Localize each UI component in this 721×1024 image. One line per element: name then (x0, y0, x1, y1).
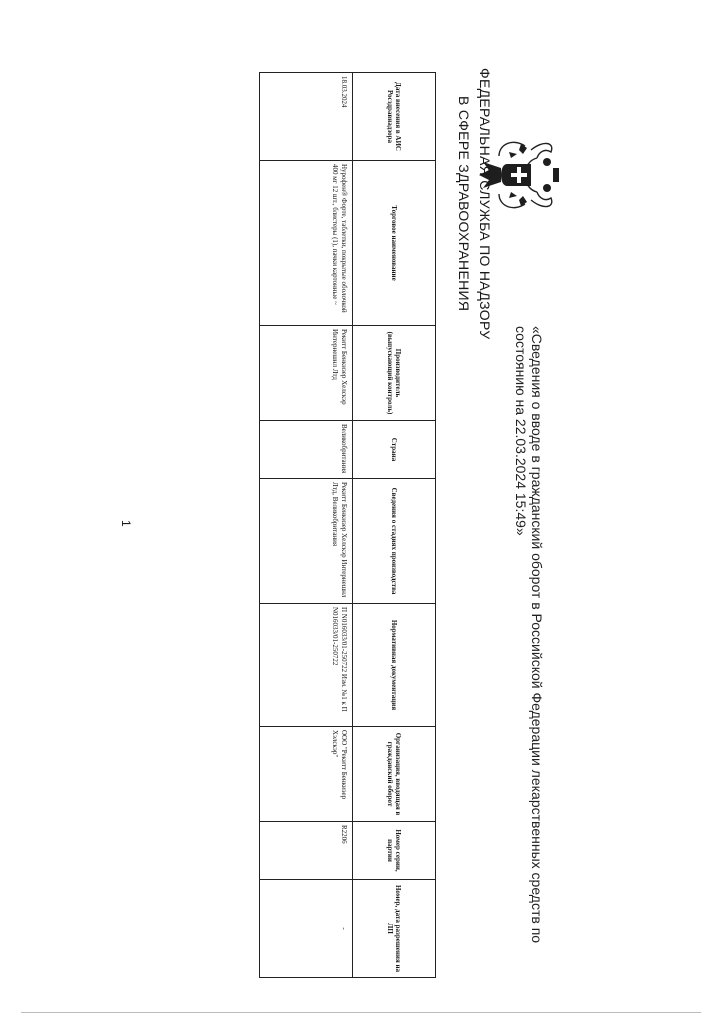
header-permit: Номер, дата разрешения на ЛП (353, 880, 436, 978)
org-name-line-1: ФЕДЕРАЛЬНАЯ СЛУЖБА ПО НАДЗОРУ (477, 68, 493, 340)
header-date: Дата внесения в АИС Росздравнадзора (353, 73, 436, 161)
cell-batch-number: R2206 (260, 822, 353, 880)
header-normative-docs: Нормативная документация (353, 604, 436, 727)
table-header-row (353, 73, 436, 978)
header-manufacturer: Производитель (выпускающий контроль) (353, 326, 436, 421)
cell-date: 18.03.2024 (260, 73, 353, 161)
cell-organization: ООО "Рекитт Бенкизер Хэлскэр" (260, 727, 353, 822)
cell-permit: - (260, 880, 353, 978)
page-number: 1 (119, 520, 133, 527)
table-row (260, 73, 353, 978)
org-name-line-2: В СФЕРЕ ЗДРАВООХРАНЕНИЯ (456, 96, 472, 312)
document-heading: «Сведения о вводе в гражданский оборот в Российской Федерации лекарственных средств по состоянию на 22.03.2024 15:49» (513, 326, 545, 944)
header-trade-name: Торговое наименование (353, 161, 436, 326)
cell-normative-docs: П N016033/01-250722 Изм. №1 к П N016033/01-250722 (260, 604, 353, 727)
cell-manufacturer: Рекитт Бенкизер Хелскэр Интернешнл Лтд (260, 326, 353, 421)
header-production-stages: Сведения о стадиях производства (353, 479, 436, 604)
cell-country: Великобритания (260, 421, 353, 479)
header-country: Страна (353, 421, 436, 479)
header-batch-number: Номер серии, партии (353, 822, 436, 880)
cell-production-stages: Рекитт Бенкизер Хелскэр Интернешнл Лтд, Великобритания (260, 479, 353, 604)
registration-table (259, 72, 436, 978)
header-organization: Организация, вводящая в гражданский оборот (353, 727, 436, 822)
scan-artifact-line (21, 1012, 701, 1013)
cell-trade-name: Нурофен® Форте, таблетки, покрытые оболочкой 400 мг 12 шт., блистеры (1), пачки картонные ~ (260, 161, 353, 326)
